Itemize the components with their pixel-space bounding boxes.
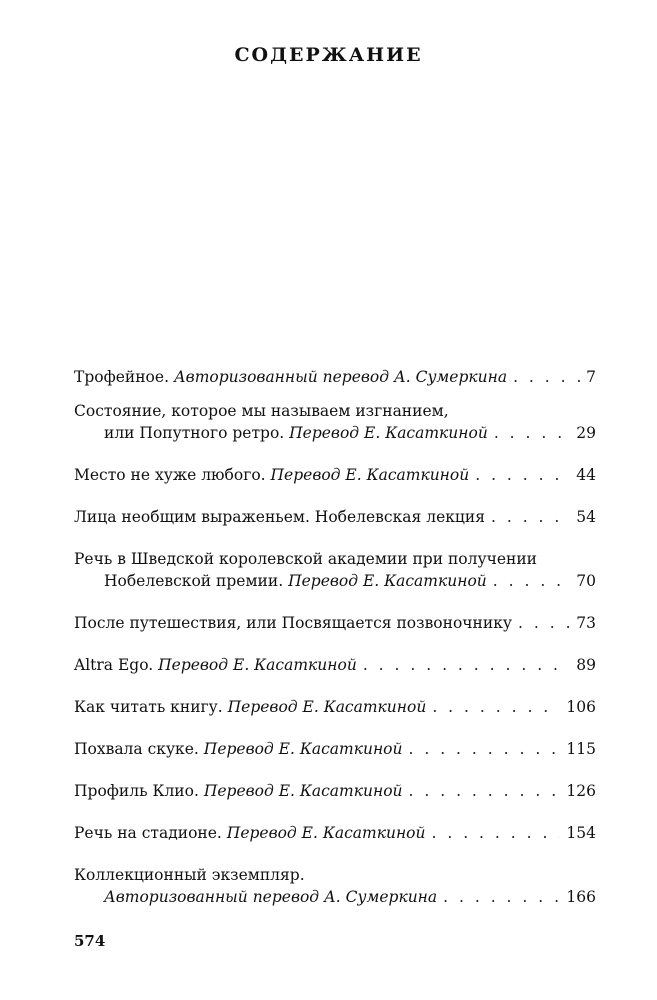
toc-entry-text: Профиль Клио. xyxy=(74,782,199,800)
toc-entry-title xyxy=(74,864,305,886)
toc-entry-translator: Перевод Е. Касаткиной xyxy=(270,466,470,484)
toc-page-number: 166 xyxy=(566,888,596,906)
dot-leader xyxy=(409,780,561,802)
toc-entry-title xyxy=(74,548,537,570)
toc-entry-title xyxy=(74,654,357,676)
dot-leader xyxy=(363,654,570,676)
toc-entry-text: Речь на стадионе. xyxy=(74,824,222,842)
toc-entry-title xyxy=(74,366,507,388)
toc-entry-title xyxy=(74,400,449,422)
toc-line xyxy=(74,738,596,760)
dot-leader xyxy=(491,506,570,528)
toc-entry xyxy=(74,738,596,760)
toc-line xyxy=(74,548,596,570)
toc-line xyxy=(74,400,596,422)
toc-entry xyxy=(74,366,596,388)
dot-leader xyxy=(513,366,580,388)
toc-entry xyxy=(74,506,596,528)
toc-entry-text: После путешествия, или Посвящается позвоночнику xyxy=(74,614,513,632)
dot-leader xyxy=(494,422,570,444)
toc-entry-text: Состояние, которое мы называем изгнанием, xyxy=(74,402,449,420)
toc-page-number: 73 xyxy=(576,614,596,632)
toc-entry-title xyxy=(74,738,402,760)
toc-entry-title xyxy=(74,822,425,844)
toc-entry-text: Нобелевской премии. xyxy=(104,572,284,590)
toc-entry-translator: Перевод Е. Касаткиной xyxy=(203,740,403,758)
toc-entry-text: Коллекционный экземпляр. xyxy=(74,866,305,884)
toc-page-number: 44 xyxy=(576,466,596,484)
toc-entry-title xyxy=(104,422,488,444)
toc-line xyxy=(74,570,596,592)
toc-page-number: 89 xyxy=(576,656,596,674)
page-number: 574 xyxy=(74,932,106,950)
toc-entry-text: Лица необщим выраженьем. Нобелевская лекция xyxy=(74,508,485,526)
toc-entry-translator: Перевод Е. Касаткиной xyxy=(227,698,427,716)
toc-entry-text: Трофейное. xyxy=(74,368,169,386)
toc-entry xyxy=(74,780,596,802)
toc-line xyxy=(74,864,596,886)
toc-entry xyxy=(74,654,596,676)
dot-leader xyxy=(475,464,570,486)
dot-leader xyxy=(493,570,571,592)
toc-entry xyxy=(74,400,596,444)
page-title: СОДЕРЖАНИЕ xyxy=(234,44,423,66)
toc-line xyxy=(74,886,596,908)
toc-line xyxy=(74,822,596,844)
toc-entry-translator: Перевод Е. Касаткиной xyxy=(158,656,357,674)
toc-page-number: 154 xyxy=(566,824,596,842)
toc-entry-translator: Перевод Е. Касаткиной xyxy=(226,824,426,842)
toc-entry xyxy=(74,822,596,844)
toc-entry xyxy=(74,548,596,592)
toc-line xyxy=(74,366,596,388)
toc-entry-text: Как читать книгу. xyxy=(74,698,223,716)
toc-page-number: 106 xyxy=(566,698,596,716)
toc-line xyxy=(74,422,596,444)
toc-entry-title xyxy=(74,464,469,486)
toc-entry-text: или Попутного ретро. xyxy=(104,424,285,442)
toc-page-number: 70 xyxy=(576,572,596,590)
toc-entry xyxy=(74,464,596,486)
toc-line xyxy=(74,696,596,718)
toc-entry-translator: Перевод Е. Касаткиной xyxy=(288,572,487,590)
toc-entry xyxy=(74,864,596,908)
toc-page-number: 54 xyxy=(576,508,596,526)
toc-entry-translator: Авторизованный перевод А. Сумеркина xyxy=(173,368,508,386)
toc-line xyxy=(74,464,596,486)
toc-entry-translator: Перевод Е. Касаткиной xyxy=(289,424,488,442)
toc-entry-title xyxy=(74,696,426,718)
toc-page-number: 29 xyxy=(576,424,596,442)
toc-entry-title xyxy=(104,886,437,908)
toc-entry-translator: Перевод Е. Касаткиной xyxy=(203,782,403,800)
toc-entry-text: Altra Ego. xyxy=(74,656,154,674)
toc-entry-translator: Авторизованный перевод А. Сумеркина xyxy=(104,888,438,906)
table-of-contents xyxy=(74,366,596,908)
toc-line xyxy=(74,506,596,528)
toc-line xyxy=(74,654,596,676)
toc-entry xyxy=(74,612,596,634)
toc-page-number: 126 xyxy=(566,782,596,800)
dot-leader xyxy=(443,886,560,908)
toc-line xyxy=(74,780,596,802)
dot-leader xyxy=(431,822,560,844)
toc-entry-title xyxy=(74,612,512,634)
toc-page-number: 7 xyxy=(586,368,596,386)
toc-entry-text: Речь в Шведской королевской академии при получении xyxy=(74,550,538,568)
toc-page-number: 115 xyxy=(566,740,596,758)
toc-entry xyxy=(74,696,596,718)
toc-entry-title xyxy=(104,570,487,592)
dot-leader xyxy=(518,612,570,634)
toc-entry-title xyxy=(74,506,485,528)
toc-entry-text: Место не хуже любого. xyxy=(74,466,266,484)
dot-leader xyxy=(432,696,560,718)
toc-entry-text: Похвала скуке. xyxy=(74,740,199,758)
toc-entry-title xyxy=(74,780,403,802)
toc-line xyxy=(74,612,596,634)
dot-leader xyxy=(408,738,560,760)
